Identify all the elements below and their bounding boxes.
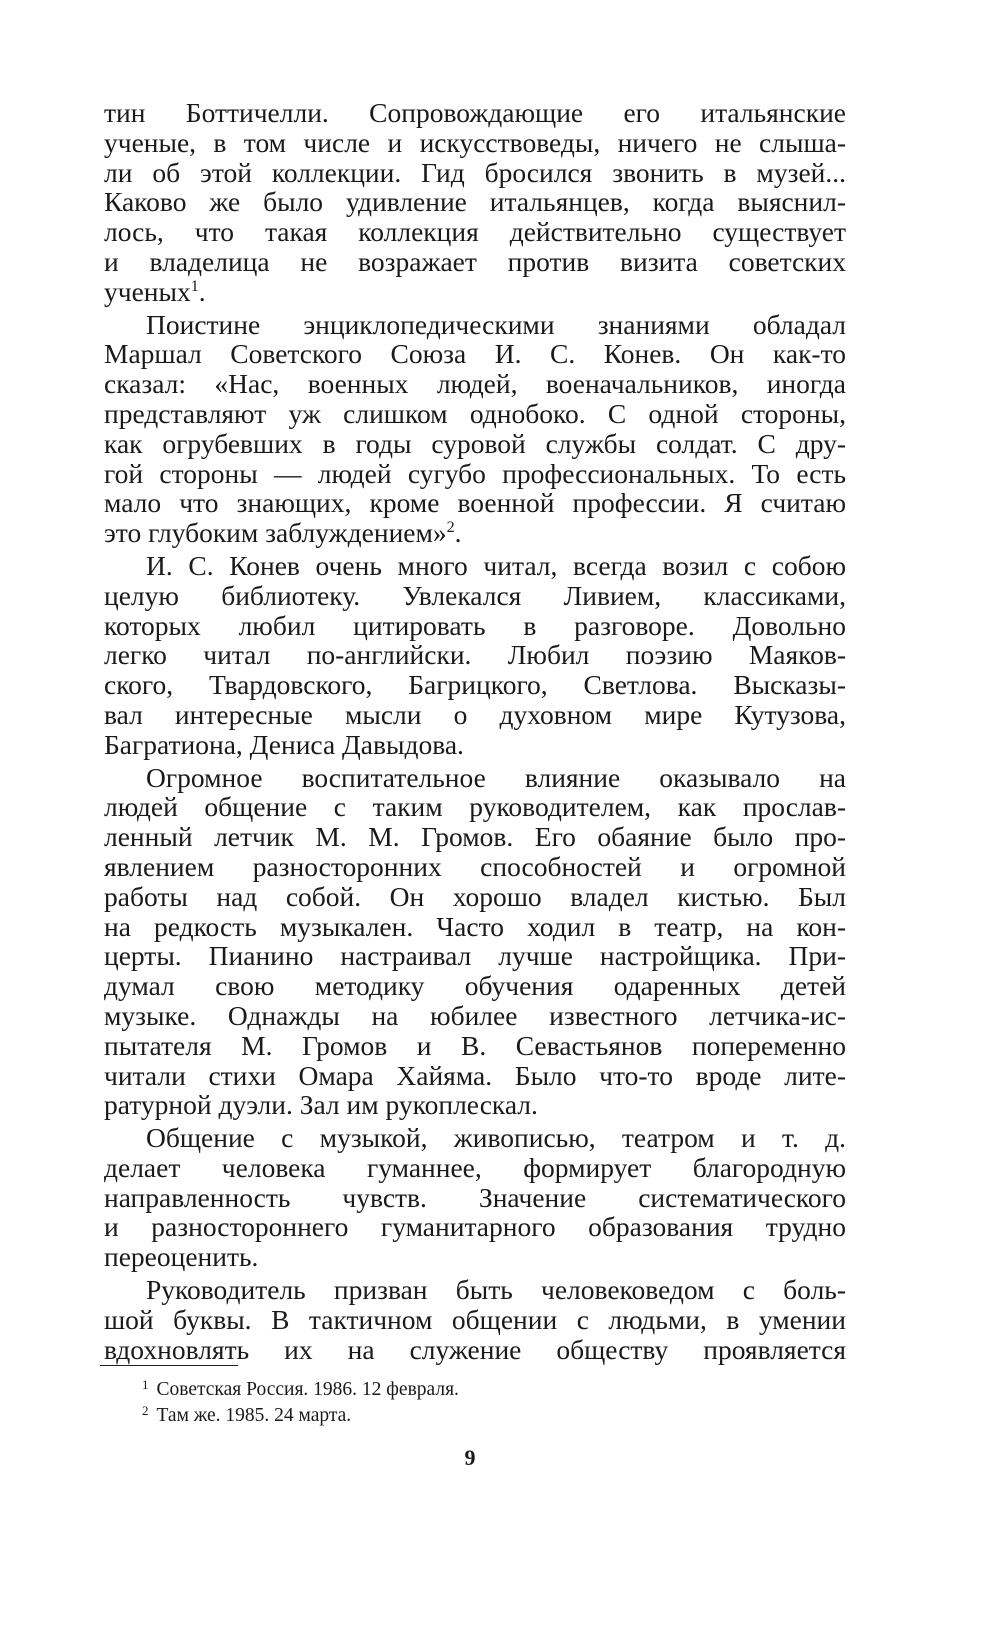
line-text: делает человека гуманнее, формирует благородную xyxy=(104,1151,846,1183)
text-line xyxy=(104,429,846,459)
line-text: вал интересные мысли о духовном мире Кутузова, xyxy=(104,698,846,730)
line-text: вдохновлять их на служение обществу проявляется xyxy=(104,1333,846,1365)
footnote-mark: 2 xyxy=(142,1403,149,1418)
text-line xyxy=(104,551,846,581)
line-text: Багратиона, Дениса Давыдова. xyxy=(104,728,464,760)
line-text: пытателя М. Громов и В. Севастьянов попеременно xyxy=(104,1029,846,1061)
text-line xyxy=(104,247,846,277)
text-line xyxy=(104,581,846,611)
text-line xyxy=(104,310,846,340)
text-line xyxy=(104,941,846,971)
text-line xyxy=(104,339,846,369)
line-text: гой стороны — людей сугубо профессиональных. То есть xyxy=(104,457,846,489)
line-text: шой буквы. В тактичном общении с людьми, в умении xyxy=(104,1303,846,1335)
paragraph xyxy=(104,98,846,307)
footnote-divider xyxy=(100,1365,238,1366)
footnote-1 xyxy=(142,1377,842,1403)
line-text: которых любил цитировать в разговоре. Довольно xyxy=(104,609,846,641)
paragraph xyxy=(104,1123,846,1272)
text-line xyxy=(104,1090,846,1120)
text-line xyxy=(104,912,846,942)
text-line xyxy=(104,1335,846,1365)
text-line xyxy=(104,1242,846,1272)
line-text: И. С. Конев очень много читал, всегда возил с собою xyxy=(146,549,846,581)
text-line xyxy=(104,518,846,548)
text-line xyxy=(104,1001,846,1031)
line-text: ленный летчик М. М. Громов. Его обаяние было про- xyxy=(104,821,846,853)
line-text: тин Боттичелли. Сопровождающие его итальянские xyxy=(104,97,846,128)
line-text: целую библиотеку. Увлекался Ливием, классиками, xyxy=(104,579,846,611)
line-text: на редкость музыкален. Часто ходил в театр, на кон- xyxy=(104,910,846,942)
line-text: Руководитель призван быть человековедом с боль- xyxy=(146,1274,846,1306)
footnote-reference: 1 xyxy=(190,277,199,295)
line-text: читали стихи Омара Хайяма. Было что-то вроде лите- xyxy=(104,1059,846,1091)
paragraph xyxy=(104,310,846,548)
text-line xyxy=(104,158,846,188)
text-line xyxy=(104,730,846,760)
line-text: лось, что такая коллекция действительно существует xyxy=(104,216,846,248)
text-line xyxy=(104,488,846,518)
line-text: людей общение с таким руководителем, как прослав- xyxy=(104,791,846,823)
line-text: Огромное воспитательное влияние оказывало на xyxy=(146,761,846,793)
paragraph xyxy=(104,1275,846,1364)
text-line xyxy=(104,369,846,399)
footnote-mark: 1 xyxy=(142,1377,149,1392)
text-line xyxy=(104,187,846,217)
line-text: и владелица не возражает против визита советских xyxy=(104,245,846,277)
text-line xyxy=(104,1212,846,1242)
text-line xyxy=(104,700,846,730)
text-line xyxy=(104,1153,846,1183)
line-text: и разностороннего гуманитарного образования трудно xyxy=(104,1211,846,1243)
footnotes xyxy=(142,1377,842,1429)
line-text: ученые, в том числе и искусствоведы, ничего не слыша- xyxy=(104,126,846,158)
text-line xyxy=(104,98,846,128)
line-text: Каково же было удивление итальянцев, когда выяснил- xyxy=(104,186,846,218)
line-text: думал свою методику обучения одаренных детей xyxy=(104,970,846,1002)
line-text: музыке. Однажды на юбилее известного летчика-ис- xyxy=(104,999,846,1031)
text-line xyxy=(104,1183,846,1213)
text-line xyxy=(104,792,846,822)
text-line xyxy=(104,1031,846,1061)
text-line xyxy=(104,1061,846,1091)
text-line xyxy=(104,459,846,489)
line-text: Общение с музыкой, живописью, театром и т. д. xyxy=(146,1122,846,1154)
text-line xyxy=(104,882,846,912)
line-text: ли об этой коллекции. Гид бросился звонить в музей... xyxy=(104,156,846,188)
footnote-text: Советская Россия. 1986. 12 февраля. xyxy=(156,1379,459,1400)
text-line xyxy=(104,611,846,641)
line-text: сказал: «Нас, военных людей, военачальников, иногда xyxy=(104,368,846,400)
text-line xyxy=(104,128,846,158)
line-text: ратурной дуэли. Зал им рукоплескал. xyxy=(104,1089,538,1121)
line-tail: . xyxy=(454,517,462,549)
line-text: направленность чувств. Значение систематического xyxy=(104,1181,846,1213)
line-text: представляют уж слишком однобоко. С одной стороны, xyxy=(104,397,846,429)
text-line xyxy=(104,217,846,247)
text-line xyxy=(104,971,846,1001)
line-text: явлением разносторонних способностей и огромной xyxy=(104,850,846,882)
footnote-text: Там же. 1985. 24 марта. xyxy=(156,1405,352,1426)
text-line xyxy=(104,1123,846,1153)
line-tail: . xyxy=(198,275,206,307)
text-line xyxy=(104,277,846,307)
text-line xyxy=(104,822,846,852)
text-line xyxy=(104,399,846,429)
line-text: это глубоким заблуждением» xyxy=(104,517,447,549)
line-text: как огрубевших в годы суровой службы солдат. С дру- xyxy=(104,427,846,459)
line-text: Поистине энциклопедическими знаниями обладал xyxy=(146,308,846,340)
line-text: ского, Твардовского, Багрицкого, Светлова. Высказы- xyxy=(104,669,846,701)
text-line xyxy=(104,640,846,670)
page-number: 9 xyxy=(464,1445,476,1470)
line-text: церты. Пианино настраивал лучше настройщика. При- xyxy=(104,940,846,972)
page-body xyxy=(104,98,846,1367)
line-text: легко читал по-английски. Любил поэзию Маяков- xyxy=(104,639,846,671)
line-text: переоценить. xyxy=(104,1241,259,1273)
line-text: ученых xyxy=(104,275,191,307)
text-line xyxy=(104,1305,846,1335)
footnote-2 xyxy=(142,1403,842,1429)
text-line xyxy=(104,1275,846,1305)
text-line xyxy=(104,763,846,793)
paragraph xyxy=(104,763,846,1121)
line-text: Маршал Советского Союза И. С. Конев. Он как-то xyxy=(104,338,846,370)
line-text: работы над собой. Он хорошо владел кистью. Был xyxy=(104,880,846,912)
line-text: мало что знающих, кроме военной профессии. Я считаю xyxy=(104,487,846,519)
text-line xyxy=(104,670,846,700)
text-line xyxy=(104,852,846,882)
paragraph xyxy=(104,551,846,760)
footnote-reference: 2 xyxy=(446,519,455,536)
